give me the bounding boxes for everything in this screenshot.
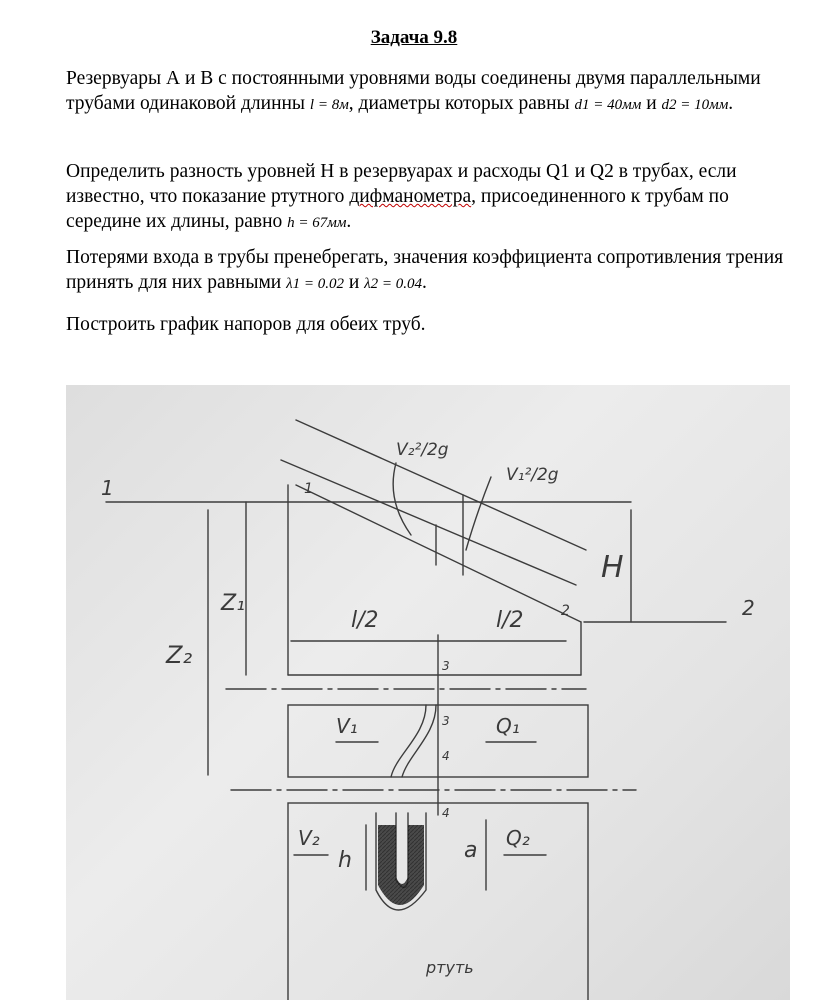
label-1-inner: 1 <box>304 481 313 497</box>
spellcheck-word: дифманометра <box>349 186 472 207</box>
u-tube-inner <box>396 813 408 888</box>
label-v2-head: V₂²/2g <box>396 440 449 460</box>
label-3-top: 3 <box>442 659 450 673</box>
hand-drawn-sketch-photo <box>66 385 790 1000</box>
manometer-tube-left <box>391 705 426 777</box>
paragraph-losses <box>66 245 796 297</box>
determine-text-a: Определить разность уровней Н в резервуарах и расходы Q1 и Q2 в трубах, если известно, что показание ртутного <box>66 161 737 207</box>
label-pipe-q2: Q₂ <box>506 826 530 850</box>
arc-v1 <box>466 477 491 550</box>
label-2-right: 2 <box>742 596 755 620</box>
paragraph-build-graph <box>66 312 796 337</box>
paragraph-conditions <box>66 66 796 118</box>
determine-text-b: , присоединенного к трубам по середине их длины, равно <box>66 186 729 232</box>
sketch-drawing <box>66 385 790 1000</box>
diameter1-formula: d1 = 40мм <box>574 97 642 113</box>
label-l2-left: l/2 <box>351 608 379 633</box>
label-2-inner: 2 <box>561 603 570 619</box>
label-mercury: ртуть <box>426 958 474 977</box>
label-3-mid: 3 <box>442 714 450 728</box>
label-4-mid: 4 <box>442 749 450 763</box>
label-1-left: 1 <box>101 476 114 500</box>
manometer-formula: h = 67мм <box>287 215 347 231</box>
label-pipe-q1: Q₁ <box>496 714 520 738</box>
mercury-fill <box>378 825 424 905</box>
task-title: Задача 9.8 <box>370 27 458 48</box>
build-graph-text: Построить график напоров для обеих труб. <box>66 314 426 335</box>
conditions-text-c: и <box>646 93 657 114</box>
diameter2-formula: d2 = 10мм <box>661 97 729 113</box>
label-pipe-v2: V₂ <box>298 826 320 850</box>
lambda2-formula: λ2 = 0.04 <box>364 276 423 292</box>
lambda1-formula: λ1 = 0.02 <box>286 276 344 292</box>
label-4-low: 4 <box>442 806 450 820</box>
label-pipe-v1: V₁ <box>336 714 358 738</box>
manometer-tube-right <box>402 705 436 777</box>
label-a: a <box>464 838 478 863</box>
conditions-text-d: . <box>728 93 734 114</box>
losses-text-a: Потерями входа в трубы пренебрегать, значения коэффициента сопротивления трения принять для них равными <box>66 247 784 293</box>
label-l2-right: l/2 <box>496 608 524 633</box>
label-z1: Z₁ <box>221 591 245 616</box>
paragraph-determine <box>66 159 796 236</box>
label-v1-head: V₁²/2g <box>506 465 559 485</box>
conditions-text-b: , диаметры которых равны <box>348 93 570 114</box>
arc-v2 <box>393 463 411 535</box>
length-formula: l = 8м <box>309 97 349 113</box>
determine-text-c: . <box>346 211 352 232</box>
label-z2: Z₂ <box>166 641 193 669</box>
label-H: H <box>601 550 624 585</box>
head-line-lower <box>296 485 581 622</box>
label-h: h <box>338 848 352 873</box>
losses-text-c: . <box>422 272 427 293</box>
conditions-text-a: Резервуары А и В с постоянными уровнями воды соединены двумя параллельными трубами одинаковой длинны <box>66 68 761 114</box>
losses-text-b: и <box>348 272 360 293</box>
